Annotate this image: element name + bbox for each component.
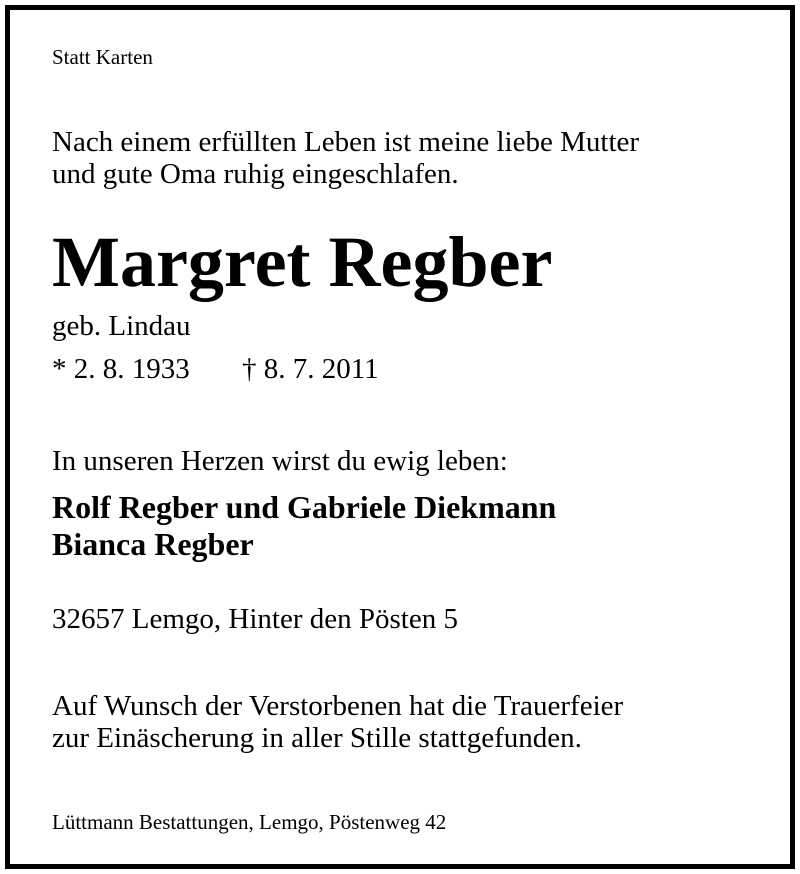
birth-date: * 2. 8. 1933 — [52, 353, 190, 385]
deceased-name: Margret Regber — [52, 222, 553, 302]
mourner-name: Bianca Regber — [52, 526, 254, 562]
maiden-name: geb. Lindau — [52, 310, 191, 342]
header-text: Statt Karten — [52, 45, 153, 69]
intro-line-1: Nach einem erfüllten Leben ist meine liebe Mutter — [52, 126, 640, 158]
life-dates — [52, 353, 379, 385]
closing-line-1: Auf Wunsch der Verstorbenen hat die Trauerfeier — [52, 690, 624, 722]
dedication-text: In unseren Herzen wirst du ewig leben: — [52, 445, 508, 477]
mourner-name: Rolf Regber und Gabriele Diekmann — [52, 489, 557, 525]
death-date: † 8. 7. 2011 — [242, 353, 379, 385]
closing-text — [52, 690, 623, 754]
undertaker-text: Lüttmann Bestattungen, Lemgo, Pöstenweg 42 — [52, 810, 447, 834]
mourners-list — [52, 489, 556, 563]
closing-line-2: zur Einäscherung in aller Stille stattgefunden. — [52, 722, 582, 754]
address-text: 32657 Lemgo, Hinter den Pösten 5 — [52, 603, 458, 635]
intro-line-2: und gute Oma ruhig eingeschlafen. — [52, 158, 459, 190]
intro-text — [52, 126, 639, 190]
